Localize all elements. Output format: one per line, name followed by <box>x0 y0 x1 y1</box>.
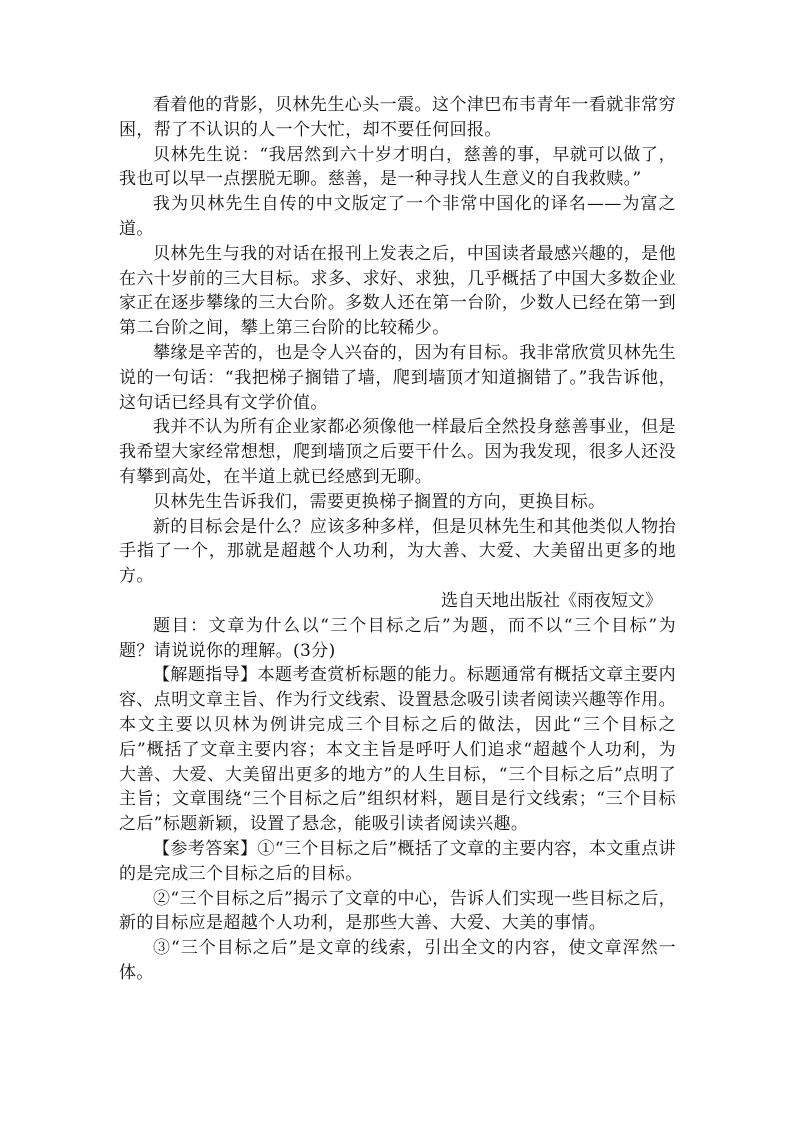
article-paragraph: 我为贝林先生自传的中文版定了一个非常中国化的译名——为富之道。 <box>119 194 676 239</box>
reference-answer <box>119 837 676 887</box>
solution-guide <box>119 663 676 837</box>
article-paragraph: 贝林先生说：“我居然到六十岁才明白，慈善的事，早就可以做了，我也可以早一点摆脱无聊。慈善，是一种寻找人生意义的自我救赎。” <box>119 144 676 190</box>
question-text: 题目：文章为什么以“三个目标之后”为题，而不以“三个目标”为题？请说说你的理解。(3分) <box>119 615 676 661</box>
solution-guide-text: 本题考查赏析标题的能力。标题通常有概括文章主要内容、点明文章主旨、作为行文线索、设置悬念吸引读者阅读兴趣等作用。本文主要以贝林为例讲完成三个目标之后的做法，因此“三个目标之后”概括了文章主要内容；本文主旨是呼吁人们追求“超越个人功利，为大善、大爱、大美留出更多的地方”的人生目标，“三个目标之后”点明了主旨；文章围绕“三个目标之后”组织材料，题目是行文线索；“三个目标之后”标题新颖，设置了悬念，能吸引读者阅读兴趣。 <box>119 665 676 835</box>
article-source: 选自天地出版社《雨夜短文》 <box>441 590 662 611</box>
article-paragraph: 我并不认为所有企业家都必须像他一样最后全然投身慈善事业，但是我希望大家经常想想，爬到墙顶之后要干什么。因为我发现，很多人还没有攀到高处，在半道上就已经感到无聊。 <box>119 417 676 487</box>
article-paragraph: 看着他的背影，贝林先生心头一震。这个津巴布韦青年一看就非常穷困，帮了不认识的人一个大忙，却不要任何回报。 <box>119 95 676 140</box>
article-paragraph: 贝林先生告诉我们，需要更换梯子搁置的方向，更换目标。 <box>153 491 606 512</box>
solution-guide-label: 【解题指导】 <box>153 665 258 686</box>
answer-point: ③“三个目标之后”是文章的线索，引出全文的内容，使文章浑然一体。 <box>119 938 676 983</box>
article-paragraph: 攀缘是辛苦的，也是令人兴奋的，因为有目标。我非常欣赏贝林先生说的一句话：“我把梯子搁错了墙，爬到墙顶才知道搁错了。”我告诉他，这句话已经具有文学价值。 <box>119 342 676 413</box>
article-paragraph: 贝林先生与我的对话在报刊上发表之后，中国读者最感兴趣的，是他在六十岁前的三大目标。求多、求好、求独，几乎概括了中国大多数企业家正在逐步攀缘的三大台阶。多数人还在第一台阶，少数人已经在第一到第二台阶之间，攀上第三台阶的比较稀少。 <box>119 243 676 339</box>
article-body <box>119 93 676 614</box>
reference-answer-label: 【参考答案】 <box>153 838 258 859</box>
article-paragraph: 新的目标会是什么？应该多种多样，但是贝林先生和其他类似人物抬手指了一个，那就是超越个人功利，为大善、大爱、大美留出更多的地方。 <box>119 516 676 587</box>
answer-point: ②“三个目标之后”揭示了文章的中心，告诉人们实现一些目标之后，新的目标应是超越个人功利，是那些大善、大爱、大美的事情。 <box>119 888 676 934</box>
answer-point: ①“三个目标之后”概括了文章的主要内容，本文重点讲的是完成三个目标之后的目标。 <box>119 838 676 884</box>
